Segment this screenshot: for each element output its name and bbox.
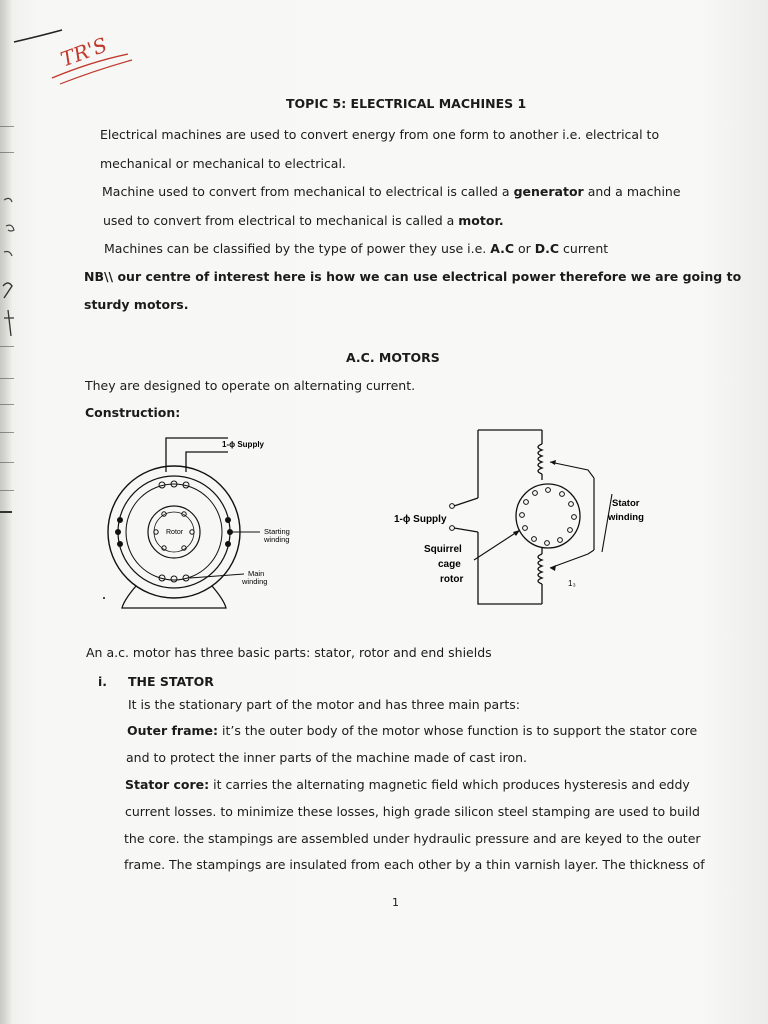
starting-winding-label-2: winding: [264, 535, 290, 544]
margin-note: TR'S: [57, 32, 111, 72]
handwritten-mark: 1₃: [568, 579, 576, 588]
left-supply-label: 1-ɸ Supply: [222, 440, 264, 449]
outer-frame-text: it’s the outer body of the motor whose function is to support the stator core: [218, 723, 698, 738]
stator-core-line-1: [125, 777, 690, 793]
page-title: TOPIC 5: ELECTRICAL MACHINES 1: [286, 96, 527, 111]
main-winding-label-1: Main: [248, 569, 265, 578]
list-numeral: i.: [98, 674, 108, 689]
intro-line-5: [104, 241, 608, 257]
section-heading-ac-motors: A.C. MOTORS: [346, 350, 440, 365]
construction-label: Construction:: [85, 405, 181, 420]
intro-text: or: [514, 241, 535, 256]
starting-winding-label-1: Starting: [264, 527, 290, 536]
intro-text: used to convert from electrical to mechanical is called a: [103, 213, 459, 228]
term-ac: A.C: [490, 241, 515, 256]
main-winding-label-2: winding: [242, 577, 268, 586]
stator-heading: THE STATOR: [128, 674, 214, 689]
intro-text: and a machine: [583, 184, 681, 199]
stator-winding-label-2: winding: [608, 512, 644, 523]
stator-winding-label-1: Stator: [612, 498, 640, 509]
term-motor: motor.: [458, 213, 504, 228]
intro-line-4: [103, 213, 504, 229]
rotor-label: Rotor: [166, 529, 184, 536]
intro-text: current: [559, 241, 609, 256]
term-dc: D.C: [534, 241, 560, 256]
squirrel-cage-label-1: Squirrel: [424, 544, 462, 555]
outer-frame-line-2: and to protect the inner parts of the machine made of cast iron.: [126, 750, 527, 765]
single-phase-motor-diagram: [96, 430, 326, 620]
right-supply-label: 1-ɸ Supply: [394, 514, 447, 525]
nb-line-1: NB\\ our centre of interest here is how we can use electrical power therefore we are going to: [84, 269, 742, 284]
stator-core-term: Stator core:: [125, 777, 210, 792]
squirrel-cage-label-3: rotor: [440, 574, 464, 585]
nb-line-2: sturdy motors.: [84, 297, 189, 312]
outer-frame-term: Outer frame:: [127, 723, 219, 738]
page-number: 1: [392, 896, 399, 909]
term-generator: generator: [513, 184, 584, 199]
stator-core-line-3: the core. the stampings are assembled under hydraulic pressure and are keyed to the outer: [124, 831, 701, 846]
basic-parts-sentence: An a.c. motor has three basic parts: stator, rotor and end shields: [86, 645, 492, 660]
intro-line-2: mechanical or mechanical to electrical.: [100, 156, 346, 171]
squirrel-cage-label-2: cage: [438, 559, 461, 570]
stator-core-line-4: frame. The stampings are insulated from each other by a thin varnish layer. The thickness of: [124, 857, 705, 872]
stator-core-text: it carries the alternating magnetic field which produces hysteresis and eddy: [209, 777, 690, 792]
intro-text: Machine used to convert from mechanical to electrical is called a: [102, 184, 514, 199]
intro-line-3: [102, 184, 681, 200]
intro-text: Machines can be classified by the type of power they use i.e.: [104, 241, 491, 256]
outer-frame-line-1: [127, 723, 697, 739]
squirrel-cage-motor-diagram: [390, 424, 670, 614]
stator-intro: It is the stationary part of the motor and has three main parts:: [128, 697, 520, 712]
stator-core-line-2: current losses. to minimize these losses, high grade silicon steel stamping are used to build: [125, 804, 700, 819]
intro-line-1: Electrical machines are used to convert energy from one form to another i.e. electrical to: [100, 127, 660, 142]
ac-description: They are designed to operate on alternating current.: [85, 378, 416, 393]
